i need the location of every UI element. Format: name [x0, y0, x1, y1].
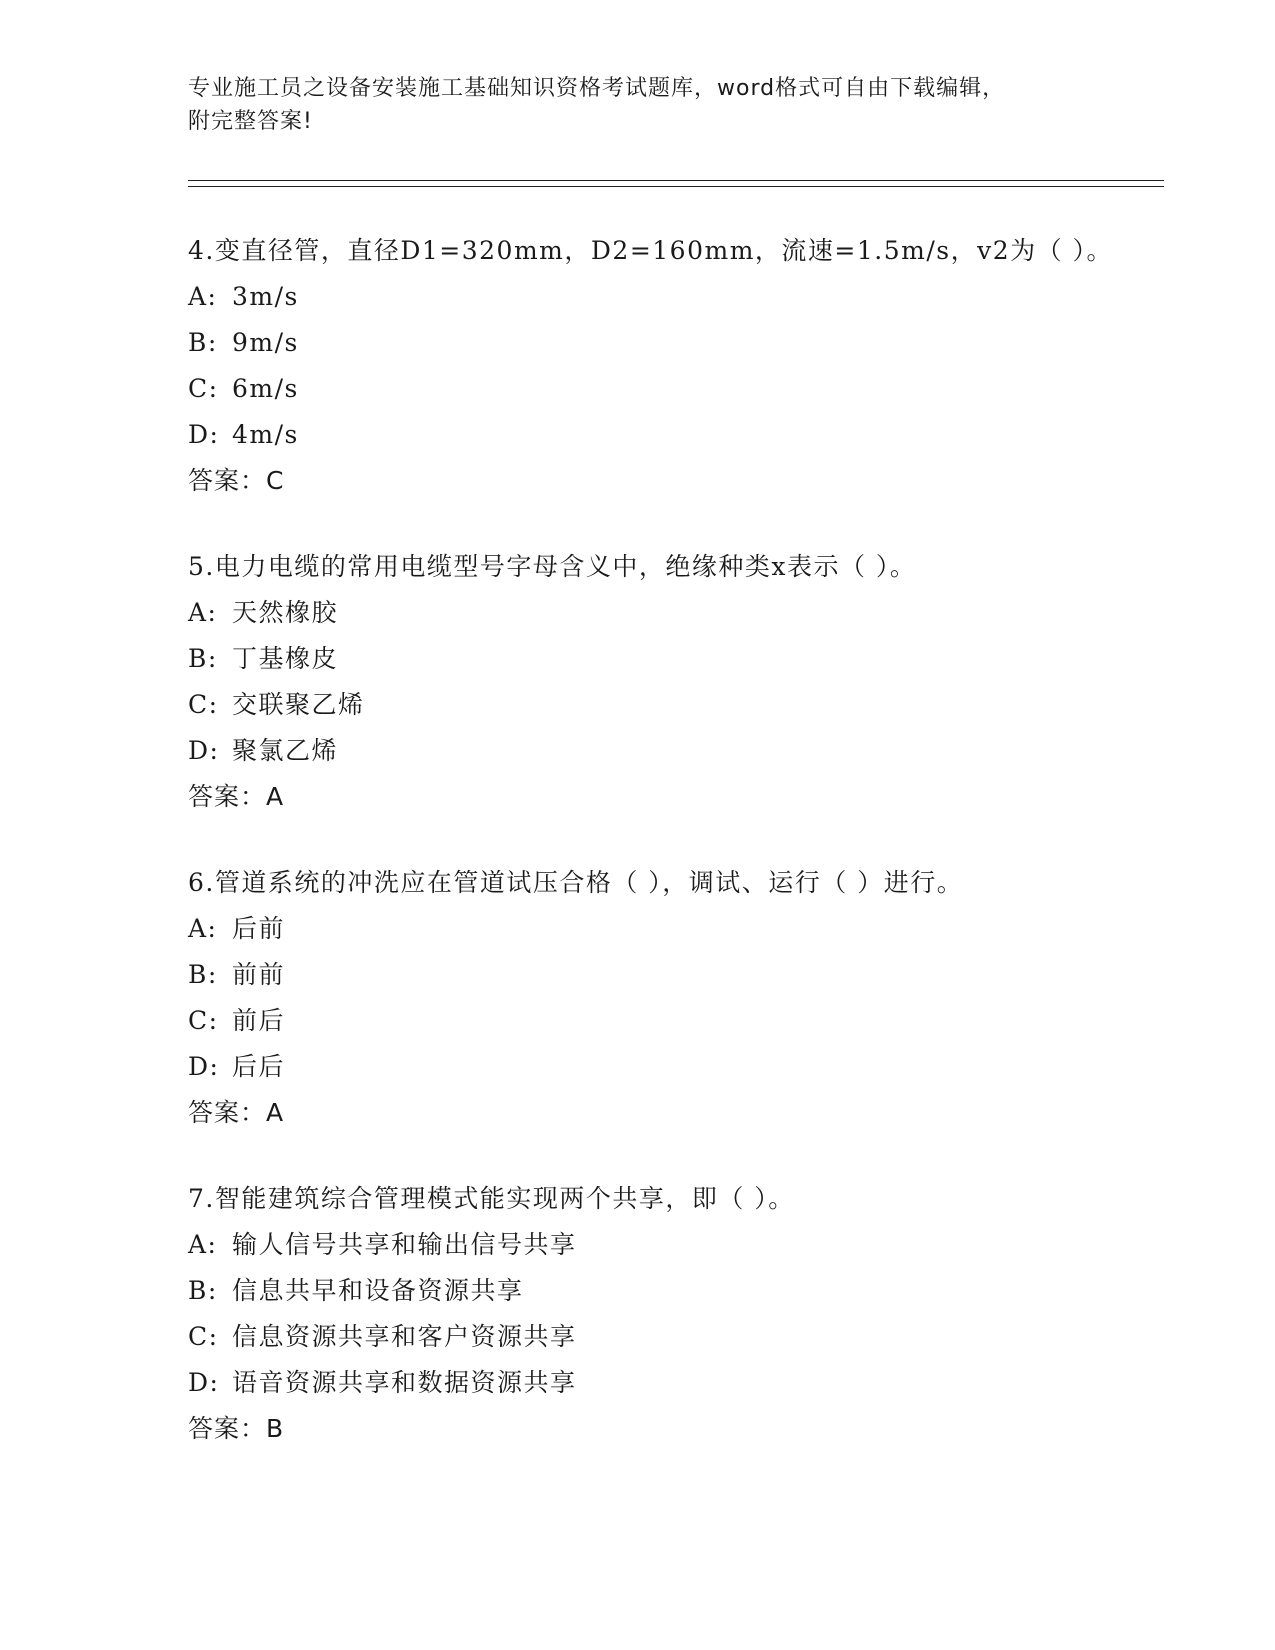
option-letter: B:: [188, 644, 218, 673]
option-b: [188, 1268, 795, 1314]
answer-line: 答案：A: [188, 782, 285, 811]
answer-line: 答案：B: [188, 1414, 285, 1443]
option-c: [188, 366, 1113, 412]
option-c: [188, 998, 963, 1044]
option-text: 前后: [232, 1006, 286, 1035]
option-letter: C:: [188, 1322, 219, 1351]
option-text: 3m/s: [232, 282, 299, 311]
header-line-1: 专业施工员之设备安装施工基础知识资格考试题库，word格式可自由下载编辑，: [188, 76, 1006, 101]
option-b: [188, 320, 1113, 366]
answer-line: 答案：A: [188, 1098, 285, 1127]
option-letter: B:: [188, 1276, 218, 1305]
option-c: [188, 682, 916, 728]
option-text: 前前: [232, 960, 286, 989]
question-block: [188, 228, 1113, 504]
option-a: [188, 590, 916, 636]
option-text: 聚氯乙烯: [232, 736, 339, 765]
option-d: [188, 1044, 963, 1090]
option-a: [188, 906, 963, 952]
option-b: [188, 636, 916, 682]
option-text: 后后: [232, 1052, 286, 1081]
question-block: [188, 860, 963, 1136]
option-text: 后前: [232, 914, 286, 943]
option-text: 天然橡胶: [232, 598, 339, 627]
option-a: [188, 274, 1113, 320]
option-text: 交联聚乙烯: [232, 690, 365, 719]
option-d: [188, 1360, 795, 1406]
option-text: 语音资源共享和数据资源共享: [232, 1368, 577, 1397]
option-d: [188, 728, 916, 774]
option-text: 9m/s: [232, 328, 299, 357]
header-divider: [188, 180, 1164, 187]
option-text: 信息共早和设备资源共享: [232, 1276, 524, 1305]
option-letter: B:: [188, 328, 218, 357]
header-line-2: 附完整答案!: [188, 109, 313, 134]
option-letter: B:: [188, 960, 218, 989]
option-text: 信息资源共享和客户资源共享: [232, 1322, 577, 1351]
question-block: [188, 1176, 795, 1452]
question-stem: 6.管道系统的冲洗应在管道试压合格（ ），调试、运行（ ）进行。: [188, 868, 964, 897]
option-letter: A:: [188, 282, 218, 311]
document-header: [188, 72, 1088, 138]
option-letter: D:: [188, 1368, 220, 1397]
option-letter: D:: [188, 420, 220, 449]
question-stem: 7.智能建筑综合管理模式能实现两个共享，即（ ）。: [188, 1184, 795, 1213]
question-stem: 4.变直径管，直径D1=320mm，D2=160mm，流速=1.5m/s，v2为（ ）。: [188, 236, 1114, 265]
option-a: [188, 1222, 795, 1268]
question-block: [188, 544, 916, 820]
option-letter: C:: [188, 374, 219, 403]
option-letter: D:: [188, 1052, 220, 1081]
question-stem: 5.电力电缆的常用电缆型号字母含义中，绝缘种类x表示（ ）。: [188, 552, 917, 581]
answer-line: 答案：C: [188, 466, 285, 495]
option-letter: A:: [188, 914, 218, 943]
option-c: [188, 1314, 795, 1360]
option-letter: A:: [188, 1230, 218, 1259]
option-letter: A:: [188, 598, 218, 627]
option-text: 丁基橡皮: [232, 644, 339, 673]
option-text: 6m/s: [232, 374, 299, 403]
option-b: [188, 952, 963, 998]
option-letter: C:: [188, 690, 219, 719]
option-d: [188, 412, 1113, 458]
option-text: 输人信号共享和输出信号共享: [232, 1230, 577, 1259]
option-letter: C:: [188, 1006, 219, 1035]
option-text: 4m/s: [232, 420, 299, 449]
option-letter: D:: [188, 736, 220, 765]
